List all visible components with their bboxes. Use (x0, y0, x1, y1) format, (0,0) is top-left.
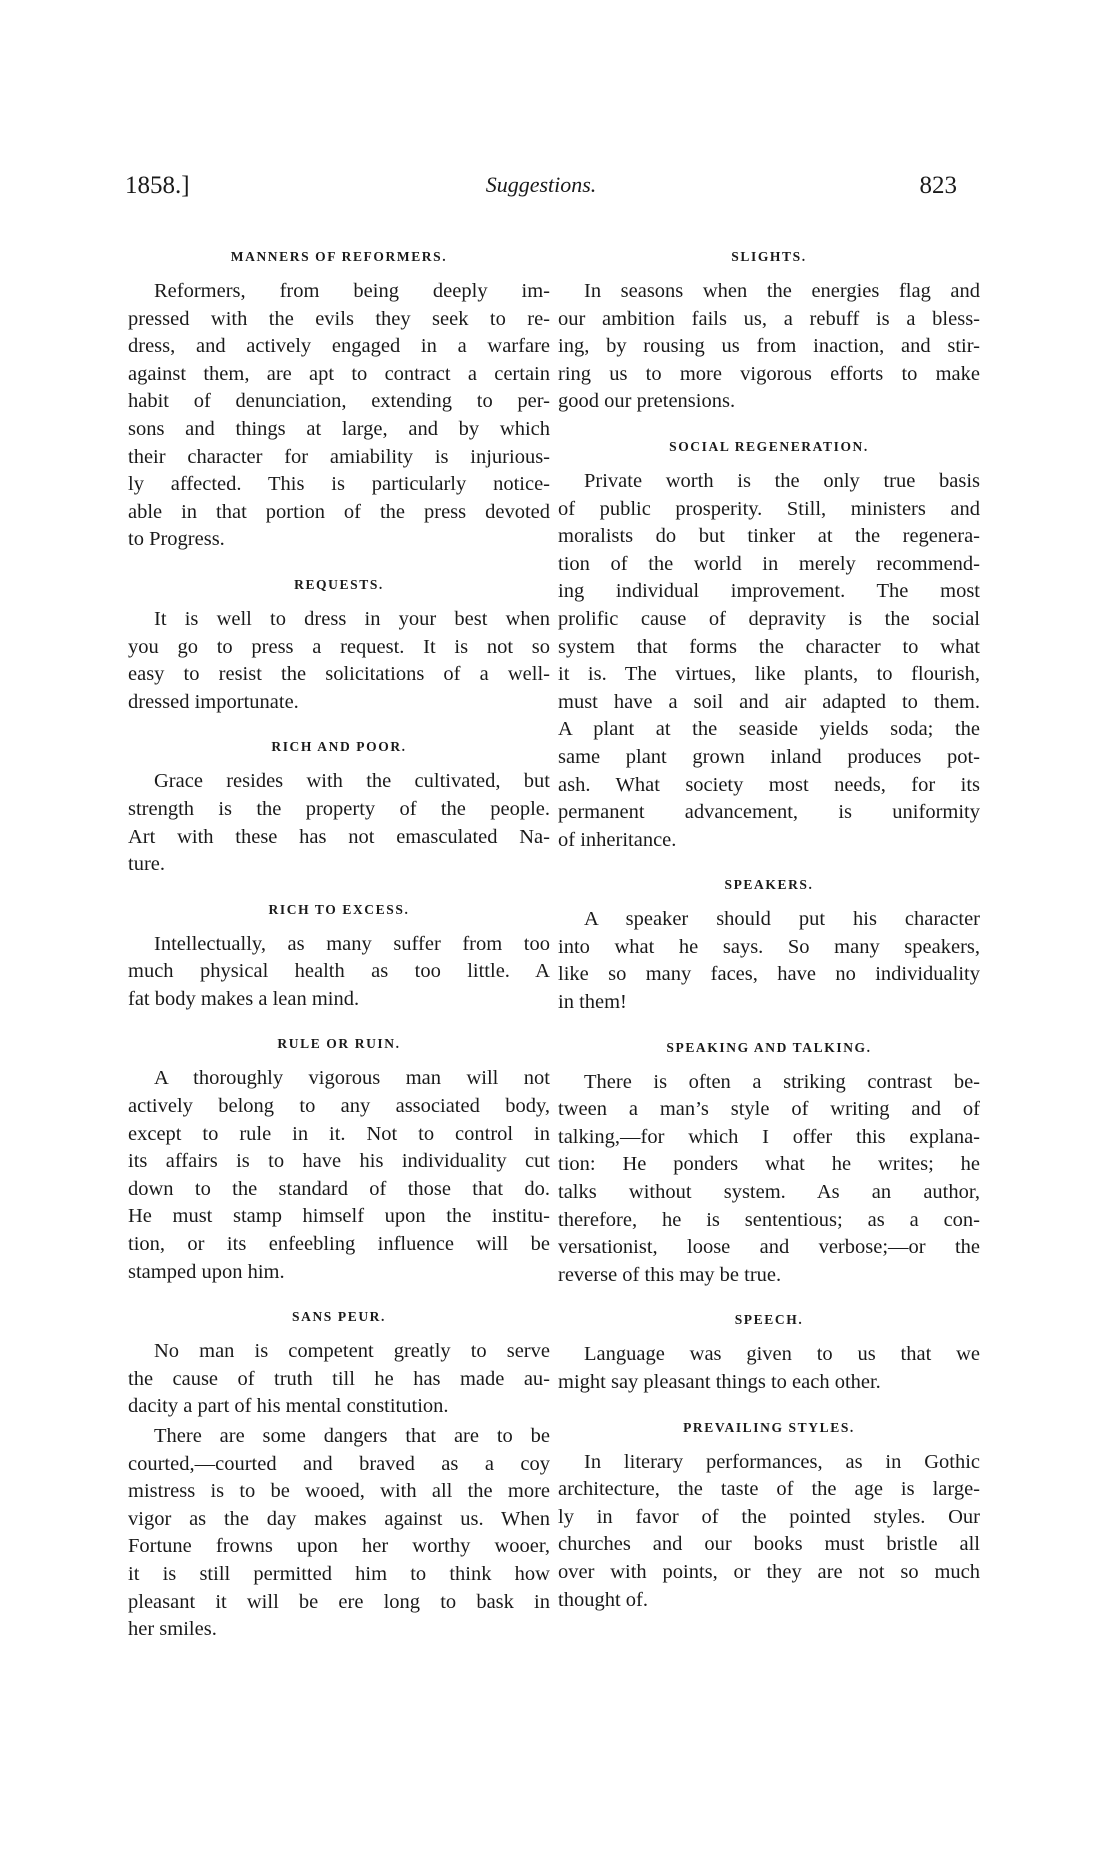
text-line: sons and things at large, and by which (128, 417, 550, 440)
text-line: actively belong to any associated body, (128, 1095, 550, 1118)
paragraph (128, 1338, 550, 1421)
section-heading: RICH AND POOR. (271, 739, 407, 755)
text-line: good our pretensions. (558, 390, 736, 413)
text-line: much physical health as too little. A (128, 960, 550, 983)
text-line: architecture, the taste of the age is large- (558, 1478, 980, 1501)
text-line: ly affected. This is particularly notice- (128, 473, 550, 496)
text-line: except to rule in it. Not to control in (128, 1122, 550, 1145)
paragraph (128, 278, 550, 554)
text-line: same plant grown inland produces pot- (558, 745, 980, 768)
text-line: A plant at the seaside yields soda; the (558, 718, 980, 741)
text-line: to Progress. (128, 528, 225, 551)
text-line: the cause of truth till he has made au- (128, 1367, 550, 1390)
text-line: It is well to dress in your best when (154, 607, 550, 630)
text-line: pleasant it will be ere long to bask in (128, 1590, 550, 1613)
text-line: must have a soil and air adapted to them. (558, 690, 980, 713)
header-title: Suggestions. (485, 172, 597, 197)
text-line: courted,—courted and braved as a coy (128, 1452, 550, 1475)
text-line: churches and our books must bristle all (558, 1533, 980, 1556)
text-line: down to the standard of those that do. (128, 1177, 550, 1200)
section-heading: SPEAKERS. (724, 877, 814, 893)
section-heading: SANS PEUR. (291, 1309, 386, 1325)
text-line: A speaker should put his character (584, 908, 980, 931)
article-section (128, 576, 550, 716)
section-heading: MANNERS OF REFORMERS. (230, 249, 448, 264)
text-line: Private worth is the only true basis (584, 469, 980, 492)
text-line: dress, and actively engaged in a warfare (128, 335, 550, 358)
text-line: fat body makes a lean mind. (128, 987, 360, 1010)
text-line: tween a man’s style of writing and of (558, 1098, 980, 1121)
article-section (128, 1308, 550, 1644)
page-number: 823 (919, 172, 957, 199)
article-section (558, 438, 980, 854)
text-line: it is still permitted him to think how (128, 1562, 550, 1585)
text-line: tion, or its enfeebling influence will be (128, 1233, 550, 1256)
text-line: you go to press a request. It is not so (128, 635, 550, 658)
article-section (128, 901, 550, 1014)
text-line: Grace resides with the cultivated, but (154, 770, 550, 793)
text-line: ture. (128, 853, 165, 876)
text-line: tion: He ponders what he writes; he (558, 1153, 980, 1176)
article-section (128, 738, 550, 878)
text-line: Fortune frowns upon her worthy wooer, (128, 1535, 550, 1558)
text-line: He must stamp himself upon the institu- (128, 1205, 550, 1228)
text-line: of inheritance. (558, 828, 677, 851)
paragraph (558, 906, 980, 1016)
text-line: moralists do but tinker at the regenera- (558, 525, 980, 548)
text-line: Reformers, from being deeply im- (154, 280, 550, 302)
text-line: versationist, loose and verbose;—or the (558, 1236, 980, 1259)
paragraph (128, 1423, 550, 1644)
right-column (558, 248, 980, 1636)
text-line: ash. What society most needs, for its (558, 773, 980, 796)
text-line: ing individual improvement. The most (558, 580, 980, 603)
text-line: like so many faces, have no individuality (558, 963, 980, 986)
text-line: Language was given to us that we (584, 1343, 980, 1366)
text-line: ing, by rousing us from inaction, and stir- (558, 335, 980, 358)
text-line: permanent advancement, is uniformity (558, 801, 980, 824)
text-line: strength is the property of the people. (128, 797, 550, 820)
paragraph (128, 1065, 550, 1286)
text-line: ly in favor of the pointed styles. Our (558, 1505, 980, 1528)
text-line: into what he says. So many speakers, (558, 935, 980, 958)
left-column (128, 248, 550, 1666)
text-line: able in that portion of the press devoted (128, 500, 550, 523)
text-line: mistress is to be wooed, with all the more (128, 1480, 550, 1503)
article-section (128, 248, 550, 554)
text-line: tion of the world in merely recommend- (558, 552, 980, 575)
paragraph (128, 606, 550, 716)
text-line: their character for amiability is injurious- (128, 445, 550, 468)
paragraph (558, 278, 980, 416)
text-line: talking,—for which I offer this explana- (558, 1125, 980, 1148)
section-heading: SPEAKING AND TALKING. (666, 1039, 872, 1055)
text-line: her smiles. (128, 1618, 217, 1641)
paragraph (558, 1449, 980, 1615)
text-line: easy to resist the solicitations of a well- (128, 663, 550, 686)
text-line: vigor as the day makes against us. When (128, 1507, 550, 1530)
article-section (558, 876, 980, 1016)
text-line: talks without system. As an author, (558, 1181, 980, 1204)
section-heading: SPEECH. (734, 1312, 804, 1328)
text-line: in them! (558, 991, 627, 1014)
text-line: Intellectually, as many suffer from too (154, 932, 550, 955)
text-line: system that forms the character to what (558, 635, 980, 658)
article-section (128, 1035, 550, 1286)
text-line: stamped upon him. (128, 1260, 285, 1283)
running-header (125, 172, 957, 206)
text-line: over with points, or they are not so much (558, 1560, 980, 1583)
paragraph (558, 1341, 980, 1396)
text-line: ring us to more vigorous efforts to make (558, 362, 980, 385)
text-line: dressed importunate. (128, 690, 299, 713)
article-section (558, 248, 980, 416)
text-line: There is often a striking contrast be- (584, 1070, 980, 1093)
text-line: No man is competent greatly to serve (154, 1340, 550, 1363)
section-heading: PREVAILING STYLES. (683, 1419, 855, 1435)
article-section (558, 1311, 980, 1396)
article-section (558, 1419, 980, 1615)
text-line: In literary performances, as in Gothic (584, 1450, 980, 1473)
text-line: its affairs is to have his individuality cut (128, 1150, 550, 1173)
text-line: might say pleasant things to each other. (558, 1371, 881, 1393)
section-heading: SLIGHTS. (731, 249, 807, 264)
paragraph (128, 768, 550, 878)
section-heading: RULE OR RUIN. (277, 1036, 401, 1052)
text-line: pressed with the evils they seek to re- (128, 307, 550, 330)
text-line: There are some dangers that are to be (154, 1425, 550, 1447)
article-section (558, 1039, 980, 1290)
section-heading: SOCIAL REGENERATION. (669, 438, 869, 454)
text-line: thought of. (558, 1588, 648, 1611)
text-line: dacity a part of his mental constitution. (128, 1395, 449, 1418)
text-line: A thoroughly vigorous man will not (154, 1067, 550, 1090)
paragraph (558, 1069, 980, 1290)
header-year: 1858.] (125, 172, 190, 199)
text-line: of public prosperity. Still, ministers and (558, 497, 980, 520)
text-line: habit of denunciation, extending to per- (128, 390, 550, 413)
text-line: against them, are apt to contract a certain (128, 362, 550, 385)
text-line: In seasons when the energies flag and (584, 280, 980, 302)
text-line: therefore, he is sententious; as a con- (558, 1208, 980, 1231)
text-line: reverse of this may be true. (558, 1263, 782, 1286)
text-line: prolific cause of depravity is the social (558, 607, 980, 630)
section-heading: RICH TO EXCESS. (268, 901, 410, 917)
text-line: our ambition fails us, a rebuff is a bless- (558, 307, 980, 330)
paragraph (558, 468, 980, 854)
section-heading: REQUESTS. (294, 576, 384, 592)
text-line: Art with these has not emasculated Na- (128, 825, 550, 848)
text-line: it is. The virtues, like plants, to flourish, (558, 663, 980, 686)
paragraph (128, 931, 550, 1014)
